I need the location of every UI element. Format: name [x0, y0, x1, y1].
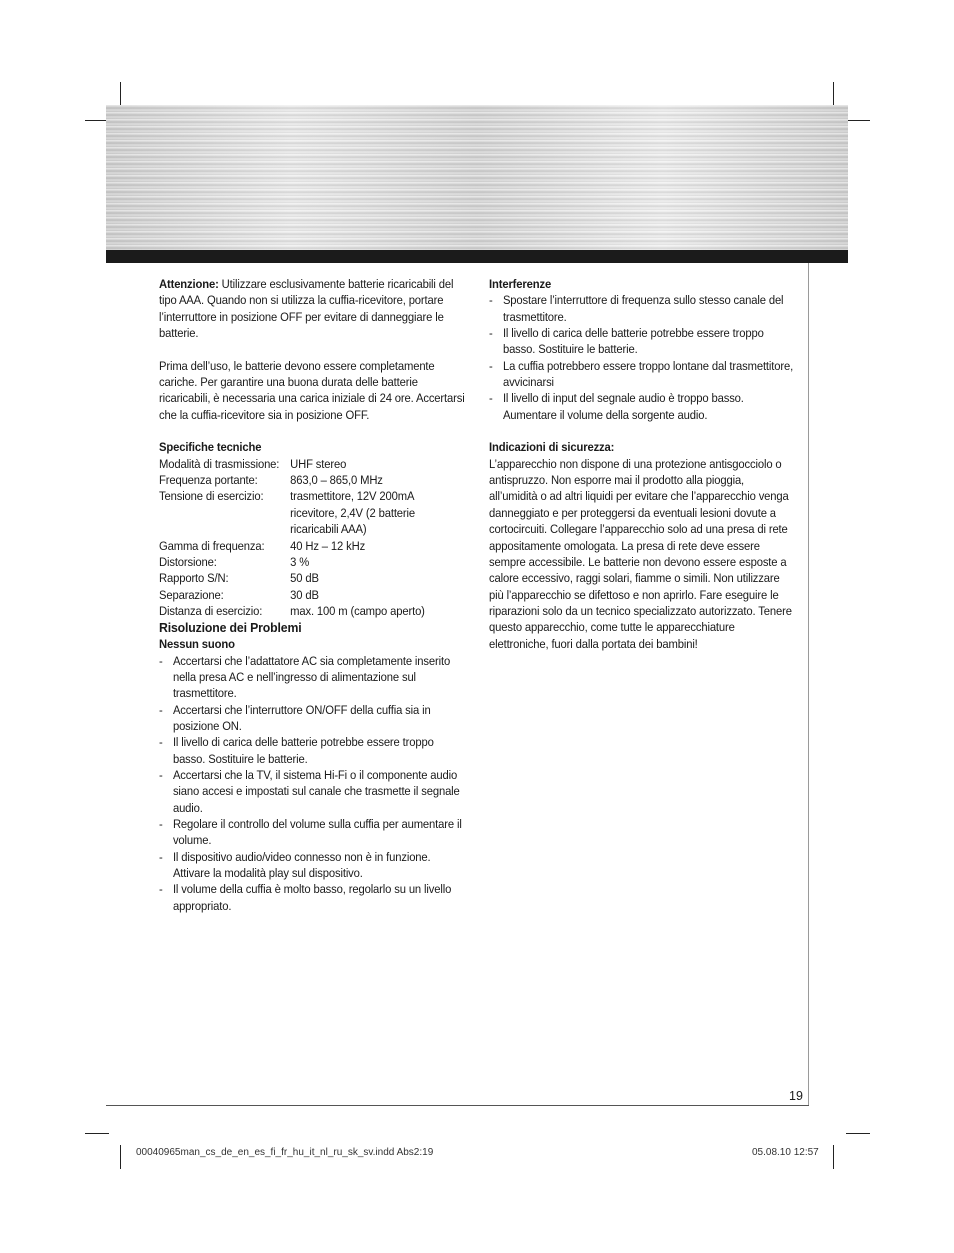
spec-key: Rapporto S/N:: [159, 571, 229, 586]
list-item: - Spostare l’interruttore di frequenza sullo stesso canale del trasmettitore.: [489, 292, 793, 325]
crop-mark: [120, 82, 121, 106]
spec-value: UHF stereo: [290, 456, 347, 471]
slug-filename: 00040965man_cs_de_en_es_fi_fr_hu_it_nl_ru_sk_sv.indd Abs2:19: [136, 1147, 434, 1158]
spec-row: [159, 472, 430, 488]
specs-title: Specifiche tecniche: [159, 440, 262, 455]
slug-date: 05.08.10 12:57: [752, 1147, 819, 1158]
crop-mark: [85, 1133, 109, 1134]
spec-row: [159, 570, 430, 586]
list-item: - Accertarsi che l’interruttore ON/OFF della cuffia sia in posizione ON.: [159, 702, 466, 735]
spec-key: Distanza di esercizio:: [159, 603, 263, 618]
sicurezza-title: Indicazioni di sicurezza:: [489, 440, 615, 455]
attenzione-paragraph: [159, 276, 466, 341]
crop-mark: [833, 1145, 834, 1169]
header-bar: [106, 250, 848, 263]
list-item: - Il livello di input del segnale audio è troppo basso. Aumentare il volume della sorgente audio.: [489, 390, 793, 423]
left-column: [159, 276, 466, 914]
sicurezza-paragraph: L’apparecchio non dispone di una protezione antisgocciolo o antispruzzo. Non esporre mai il prodotto alla pioggia, all’umidità o ad altri liquidi per evitare che l’apparecchio venga danneggiato e per proteggersi da eventuali lesioni dovute a cortocircuiti. Collegare l’apparecchio solo ad una presa di rete appositamente omologata. La presa di rete deve essere sempre accessibile. Le batterie non devono essere esposte a calore eccessivo, raggi solari, fiamme o simili. Non utilizzare più l’apparecchio se difettoso e non aprirlo. Fare eseguire le riparazioni solo da un tecnico specializzato autorizzato. Tenere questo apparecchio, come tutte le apparecchiature elettroniche, fuori dalla portata dei bambini!: [489, 456, 792, 651]
risoluzione-title: Risoluzione dei Problemi: [159, 620, 302, 636]
crop-mark: [846, 1133, 870, 1134]
crop-mark: [846, 120, 870, 121]
nessun-suono-list: [159, 653, 466, 915]
header-banner: [106, 105, 848, 250]
spec-key: Gamma di frequenza:: [159, 538, 265, 553]
spec-key: Modalità di trasmissione:: [159, 456, 280, 471]
spec-key: Frequenza portante:: [159, 473, 258, 488]
spec-value: 30 dB: [290, 587, 319, 602]
spec-row: [159, 488, 430, 537]
specs-table: [159, 456, 430, 619]
spec-row: [159, 456, 430, 472]
spec-key: Tensione di esercizio:: [159, 489, 264, 504]
spec-key: Separazione:: [159, 587, 224, 602]
list-item: - Accertarsi che la TV, il sistema Hi-Fi o il componente audio siano accesi e impostati sul canale che trasmette il segnale audio.: [159, 767, 466, 816]
page-number: 19: [789, 1089, 803, 1103]
spec-key: Distorsione:: [159, 554, 217, 569]
spec-value: 50 dB: [290, 571, 319, 586]
spec-value: max. 100 m (campo aperto): [290, 603, 425, 618]
interferenze-list: [489, 292, 793, 423]
crop-mark: [833, 82, 834, 106]
spec-row: [159, 587, 430, 603]
spec-value: 863,0 – 865,0 MHz: [290, 473, 383, 488]
spec-value: trasmettitore, 12V 200mA ricevitore, 2,4V (2 batterie ricaricabili AAA): [290, 489, 416, 537]
spec-value: 40 Hz – 12 kHz: [290, 538, 366, 553]
crop-mark: [120, 1145, 121, 1169]
list-item: - Regolare il controllo del volume sulla cuffia per aumentare il volume.: [159, 816, 466, 849]
page-edge-rule: [808, 263, 809, 1105]
list-item: - Il dispositivo audio/video connesso non è in funzione. Attivare la modalità play sul dispositivo.: [159, 849, 466, 882]
attenzione-label: Attenzione:: [159, 277, 219, 291]
list-item: - Accertarsi che l’adattatore AC sia completamente inserito nella presa AC e nell’ingresso di alimentazione sul trasmettitore.: [159, 653, 466, 702]
spec-row: [159, 538, 430, 554]
spec-value: 3 %: [290, 554, 310, 569]
prima-paragraph: Prima dell’uso, le batterie devono essere completamente cariche. Per garantire una buona durata delle batterie ricaricabili, è necessaria una carica iniziale di 24 ore. Accertarsi che la cuffia-ricevitore sia in posizione OFF.: [159, 358, 465, 422]
list-item: - Il livello di carica delle batterie potrebbe essere troppo basso. Sostituire le batterie.: [159, 734, 466, 767]
spec-row: [159, 603, 430, 619]
attenzione-text: Utilizzare esclusivamente batterie ricaricabili del tipo AAA. Quando non si utilizza la cuffia-ricevitore, portare l’interruttore in posizione OFF per evitare di danneggiare le batterie.: [159, 277, 454, 341]
right-column: [489, 276, 793, 652]
list-item: - Il livello di carica delle batterie potrebbe essere troppo basso. Sostituire le batterie.: [489, 325, 793, 358]
nessun-suono-title: Nessun suono: [159, 637, 235, 652]
list-item: - Il volume della cuffia è molto basso, regolarlo su un livello appropriato.: [159, 881, 466, 914]
spec-row: [159, 554, 430, 570]
interferenze-title: Interferenze: [489, 277, 552, 291]
footer-rule: [106, 1105, 809, 1106]
list-item: - La cuffia potrebbero essere troppo lontane dal trasmettitore, avvicinarsi: [489, 358, 793, 391]
